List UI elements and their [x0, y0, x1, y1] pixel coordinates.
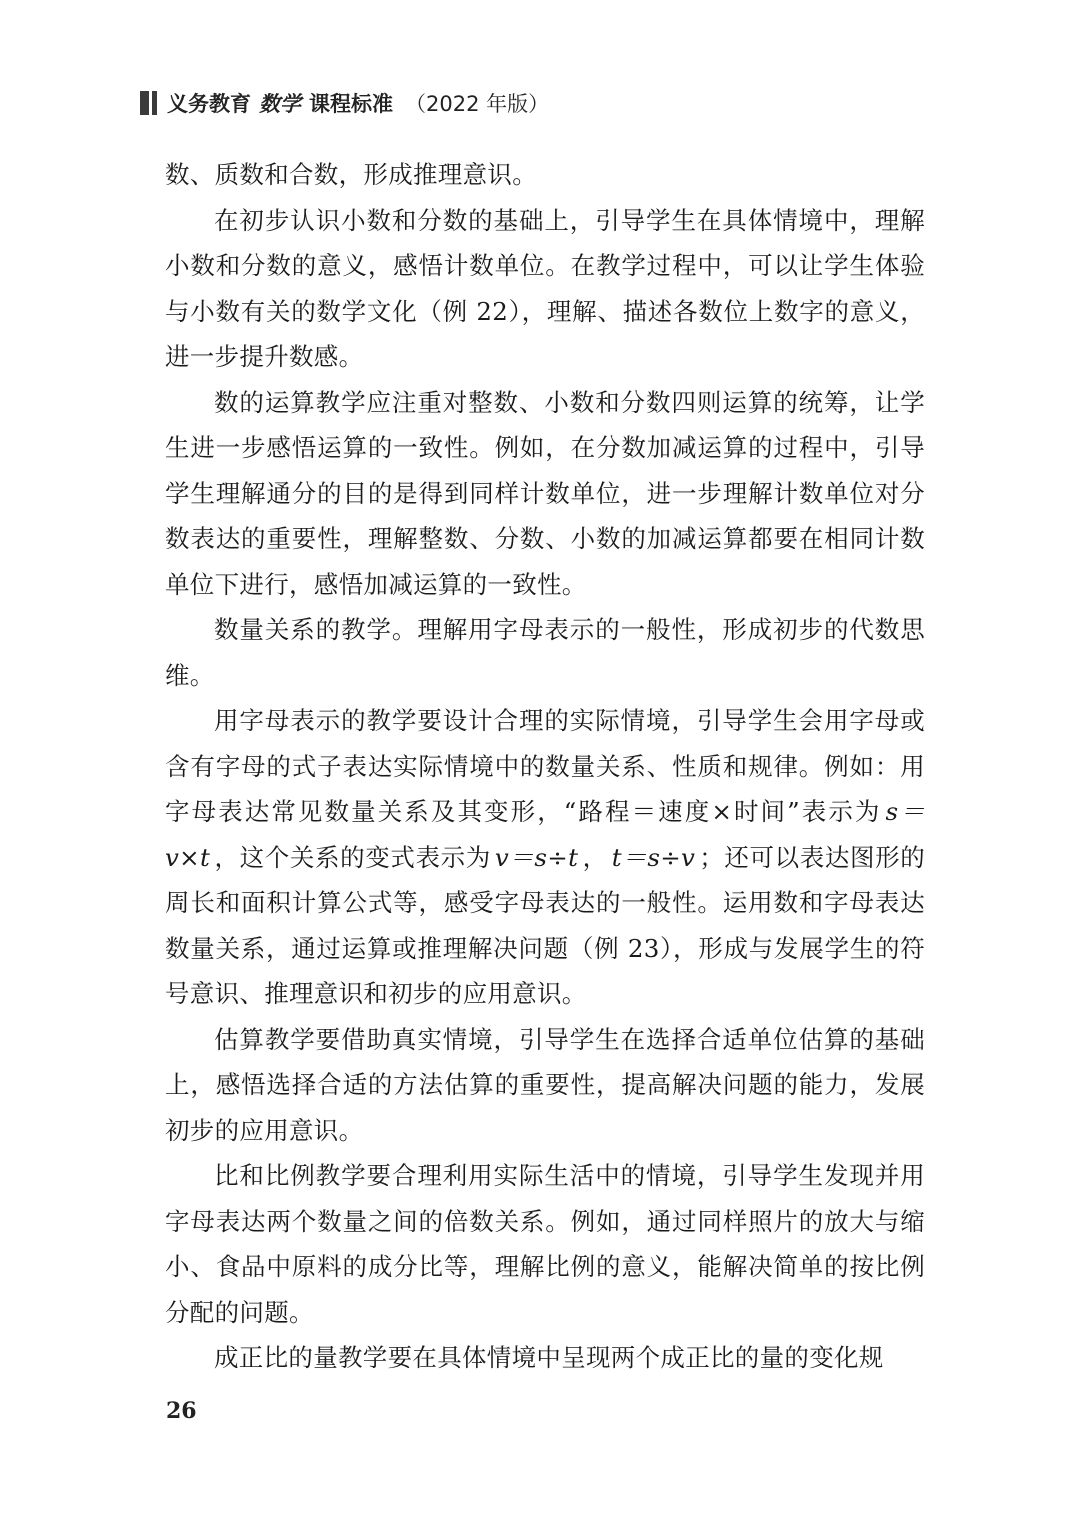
header-title: 课程标准 [309, 92, 393, 116]
page-number: 26 [166, 1398, 197, 1424]
paragraph-text: ；还可以表达图形的周长和面积计算公式等，感受字母表达的一般性。运用数和字母表达数量关系，通过运算或推理解决问题（例 23），形成与发展学生的符号意识、推理意识和初步的应用意识。 [165, 842, 925, 1008]
formula: t＝s÷v [611, 842, 696, 872]
paragraph: 数量关系的教学。理解用字母表示的一般性，形成初步的代数思维。 [165, 615, 925, 690]
paragraph: 成正比的量教学要在具体情境中呈现两个成正比的量的变化规 [214, 1343, 884, 1372]
paragraph [165, 698, 925, 1017]
paragraph-text: ，这个关系的变式表示为 [214, 842, 491, 872]
paragraph: 估算教学要借助真实情境，引导学生在选择合适单位估算的基础上，感悟选择合适的方法估算的重要性，提高解决问题的能力，发展初步的应用意识。 [165, 1024, 925, 1145]
formula: s＝v×t [165, 797, 925, 872]
paragraph: 数、质数和合数，形成推理意识。 [165, 160, 537, 189]
paragraph: 数的运算教学应注重对整数、小数和分数四则运算的统筹，让学生进一步感悟运算的一致性。例如，在分数加减运算的过程中，引导学生理解通分的目的是得到同样计数单位，进一步理解计数单位对分数表达的重要性，理解整数、分数、小数的加减运算都要在相同计数单位下进行，感悟加减运算的一致性。 [165, 387, 925, 599]
paragraph: 比和比例教学要合理利用实际生活中的情境，引导学生发现并用字母表达两个数量之间的倍数关系。例如，通过同样照片的放大与缩小、食品中原料的成分比等，理解比例的意义，能解决简单的按比例分配的问题。 [165, 1161, 925, 1327]
formula: v＝s÷t [494, 842, 579, 872]
running-header [140, 86, 549, 120]
header-series: 义务教育 [167, 92, 251, 116]
separator: ， [582, 842, 608, 872]
header-subject: 数学 [259, 91, 301, 116]
paragraph-text: 用字母表示的教学要设计合理的实际情境，引导学生会用字母或含有字母的式子表达实际情境中的数量关系、性质和规律。例如：用字母表达常见数量关系及其变形，“路程＝速度×时间”表示为 [165, 706, 925, 826]
paragraph: 在初步认识小数和分数的基础上，引导学生在具体情境中，理解小数和分数的意义，感悟计数单位。在教学过程中，可以让学生体验与小数有关的数学文化（例 22），理解、描述各数位上数字的意义，进一步提升数感。 [165, 205, 925, 371]
body-text [165, 152, 925, 1381]
header-edition: （2022 年版） [405, 92, 550, 116]
header-bars-icon [140, 91, 157, 115]
